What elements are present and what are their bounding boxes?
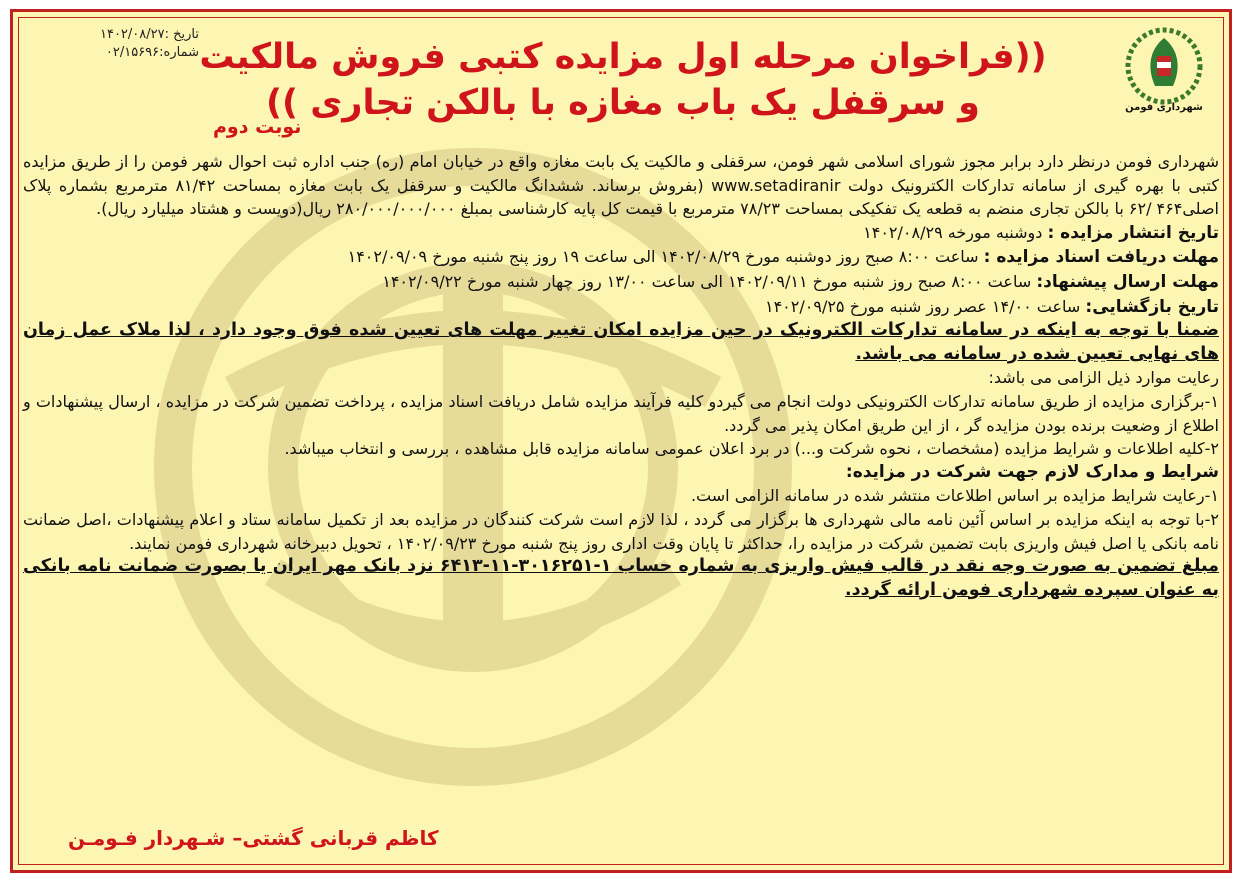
logo-label: شهرداری فومن xyxy=(1125,102,1203,113)
schedule-label: تاریخ بازگشایی: xyxy=(1085,296,1219,317)
requirement-item: ۲-کلیه اطلاعات و شرایط مزایده (مشخصات ، نحوه شرکت و...) در برد اعلان عمومی سامانه مزایده قابل مشاهده ، بررسی و انتخاب میباشد. xyxy=(284,439,1219,459)
schedule-value: ساعت ۸:۰۰ صبح روز شنبه مورخ ۱۴۰۲/۰۹/۱۱ الی ساعت ۱۳/۰۰ روز چهار شنبه مورخ ۱۴۰۲/۰۹/۲۲ xyxy=(382,271,1032,291)
schedule-row xyxy=(23,295,1219,320)
document-date: تاریخ :۱۴۰۲/۰۸/۲۷ xyxy=(99,27,199,42)
requirement-item: ۱-برگزاری مزایده از طریق سامانه تدارکات الکترونیکی دولت انجام می گیردو کلیه فرآیند مزایده شامل دریافت اسناد مزایده ، پرداخت تضمین شرکت در مزایده ، ارسال پیشنهادات و اطلاع از وضعیت برنده بودن مزایده گر ، از این طریق امکان پذیر می گردد. xyxy=(23,391,1219,435)
title-line-2: و سرقفل یک باب مغازه با بالکن تجاری )) xyxy=(266,83,980,123)
guarantee-paragraph: مبلغ تضمین به صورت وجه نقد در قالب فیش واریزی به شماره حساب ۱-۳۰۱۶۲۵۱-۱۱-۶۴۱۳ نزد بانک مهر ایران یا بصورت ضمانت نامه بانکی به عنوان سپرده شهرداری فومن ارائه گردد. xyxy=(23,556,1219,600)
schedule-row xyxy=(23,245,1219,270)
publication-round: نوبت دوم xyxy=(213,116,302,138)
notice-body xyxy=(23,150,1219,602)
intro-paragraph: شهرداری فومن درنظر دارد برابر مجوز شورای اسلامی شهر فومن، سرقفلی و مالکیت یک بابت مغازه واقع در خیابان امام (ره) جنب اداره ثبت احوال شهر فومن را از طریق مزایده کتبی با بهره گیری از سامانه تدارکات الکترونیک دولت www.setadiranir (بفروش برساند. ششدانگ مالکیت و سرقفل یک بابت مغازه بمساحت ۸۱/۴۲ مترمربع بشماره پلاک اصلی۴۶۴ /۶۲ با بالکن تجاری منضم به قطعه یک تفکیکی بمساحت ۷۸/۲۳ مترمربع با قیمت کل پایه کارشناسی بمبلغ ۲۸۰/۰۰۰/۰۰۰/۰۰۰ ریال(دویست و هشتاد میلیارد ریال). xyxy=(23,152,1220,219)
schedule-value: ساعت ۱۴/۰۰ عصر روز شنبه مورخ ۱۴۰۲/۰۹/۲۵ xyxy=(764,296,1081,316)
schedule-value: ساعت ۸:۰۰ صبح روز دوشنبه مورخ ۱۴۰۲/۰۸/۲۹ الی ساعت ۱۹ روز پنج شنبه مورخ ۱۴۰۲/۰۹/۰۹ xyxy=(347,247,979,267)
document-meta xyxy=(29,26,199,62)
schedule-value: دوشنبه مورخه ۱۴۰۲/۰۸/۲۹ xyxy=(863,222,1043,242)
title-line-1: ((فراخوان مرحله اول مزایده کتبی فروش مالکیت xyxy=(199,37,1047,77)
notice-title xyxy=(193,34,1053,126)
schedule-row xyxy=(23,221,1219,246)
conditions-heading: شرایط و مدارک لازم جهت شرکت در مزایده: xyxy=(845,461,1219,482)
requirements-heading: رعایت موارد ذیل الزامی می باشد: xyxy=(988,368,1219,388)
condition-item: ۱-رعایت شرایط مزایده بر اساس اطلاعات منتشر شده در سامانه الزامی است. xyxy=(690,486,1219,506)
document-number: شماره:۰۲/۱۵۶۹۶ xyxy=(105,45,199,60)
notice-frame xyxy=(10,9,1232,873)
schedule-label: تاریخ انتشار مزایده : xyxy=(1047,222,1219,243)
deadline-change-notice: ضمنا با توجه به اینکه در سامانه تدارکات الکترونیک در حین مزایده امکان تغییر مهلت های تعیین شده فوق وجود دارد ، لذا ملاک عمل زمان های نهایی تعیین شده در سامانه می باشد. xyxy=(23,320,1219,364)
schedule-label: مهلت دریافت اسناد مزایده : xyxy=(983,247,1219,268)
schedule-row xyxy=(23,270,1219,295)
schedule-label: مهلت ارسال پیشنهاد: xyxy=(1036,271,1219,292)
signature: کاظم قربانی گشتی– شـهردار فـومـن xyxy=(68,826,439,850)
condition-item: ۲-با توجه به اینکه مزایده بر اساس آئین نامه مالی شهرداری ها برگزار می گردد ، لذا لازم است شرکت کنندگان در مزایده بعد از تکمیل سامانه ستاد و اعلام پیشنهادات ،اصل ضمانت نامه بانکی یا اصل فیش واریزی بابت تضمین شرکت در مزایده را، حداکثر تا پایان وقت اداری روز پنج شنبه مورخ ۱۴۰۲/۰۹/۲۳ ، تحویل دبیرخانه شهرداری فومن نمایند. xyxy=(23,509,1219,553)
